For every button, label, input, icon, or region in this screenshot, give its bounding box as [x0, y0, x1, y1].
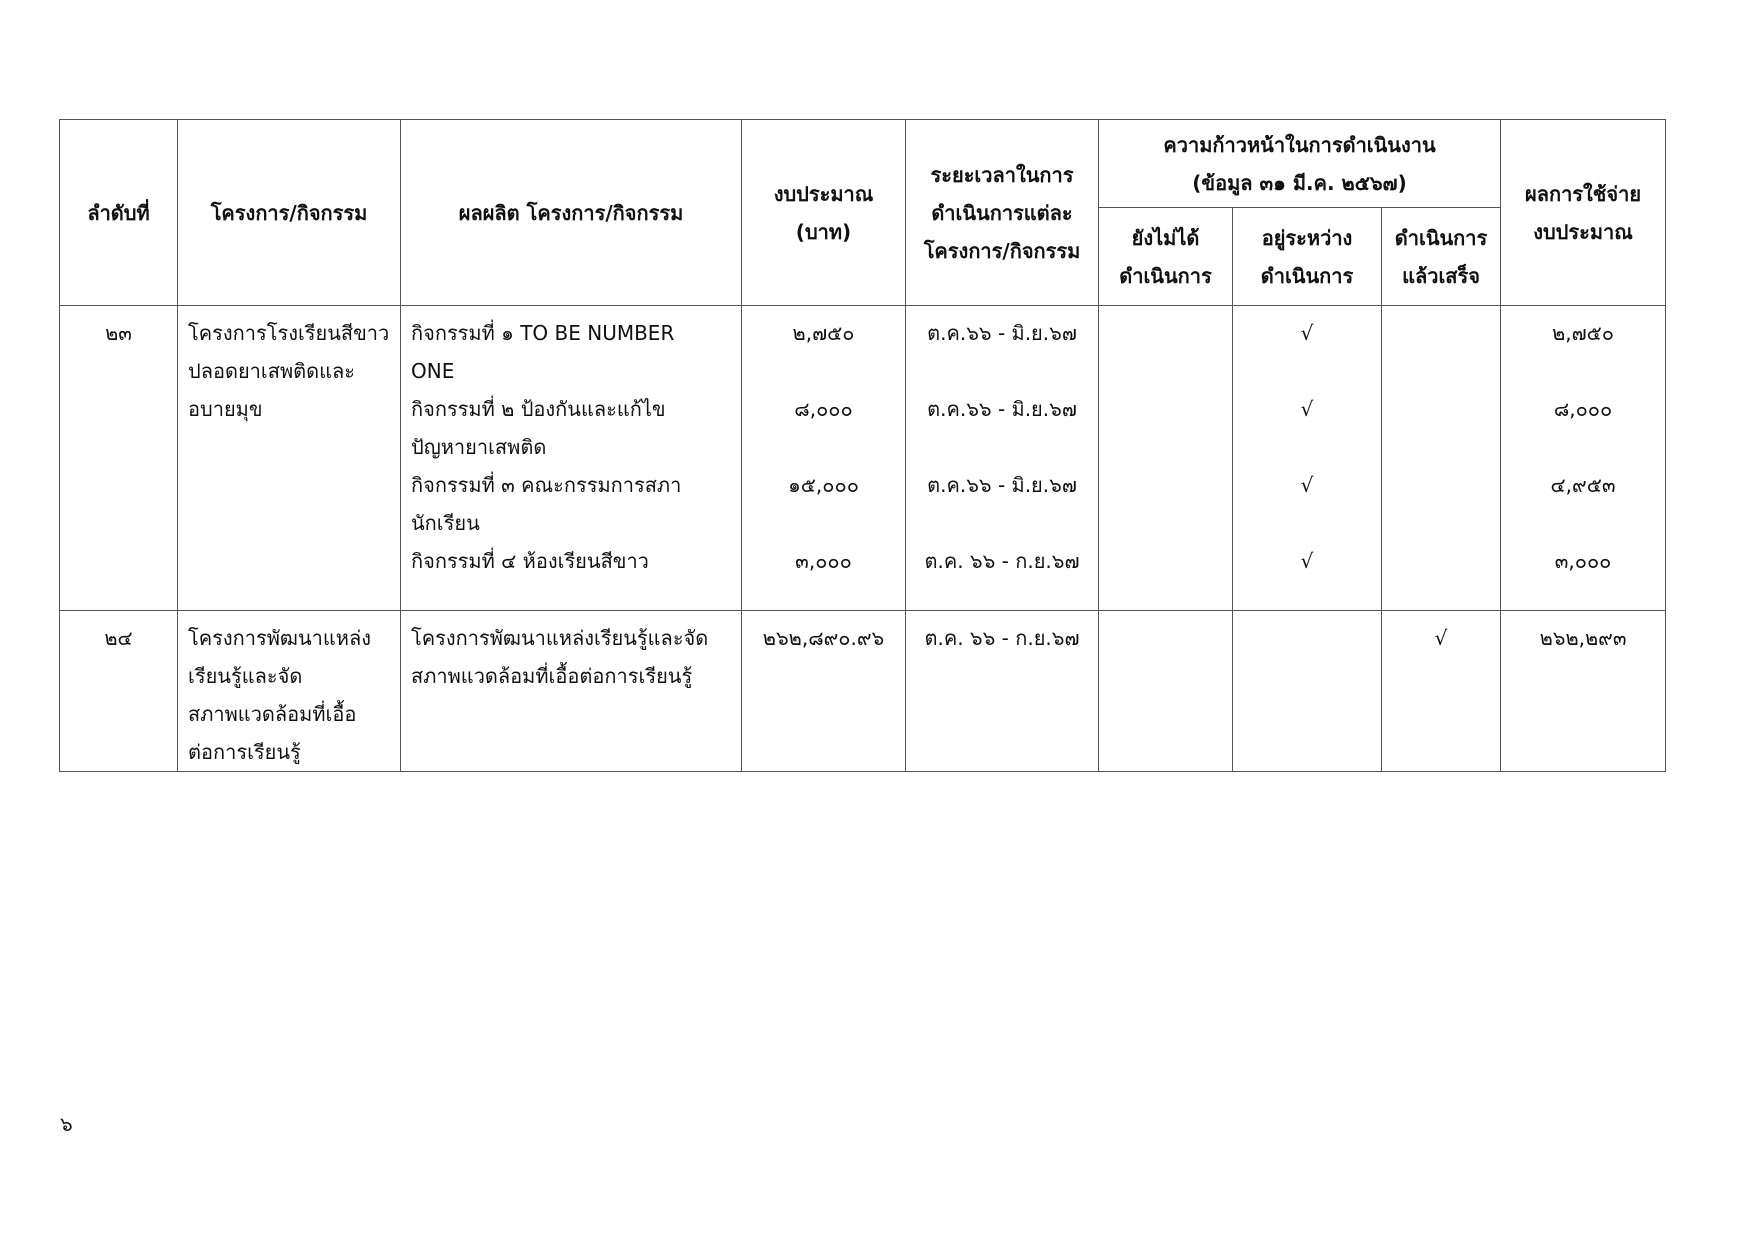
header-progress-line1: ความก้าวหน้าในการดำเนินงาน	[1163, 132, 1436, 157]
output-line: กิจกรรมที่ ๑ TO BE NUMBER	[411, 321, 675, 345]
not-started-cell	[1099, 611, 1233, 772]
output-line: สภาพแวดล้อมที่เอื้อต่อการเรียนรู้	[411, 664, 693, 688]
row-no-cell	[60, 611, 178, 772]
project-cell	[178, 306, 401, 611]
header-progress-line2: (ข้อมูล ๓๑ มี.ค. ๒๕๖๗)	[1192, 170, 1407, 195]
project-line: โครงการโรงเรียนสีขาว	[188, 321, 390, 345]
header-in-progress	[1233, 208, 1382, 306]
budget-cell	[742, 306, 906, 611]
header-spent-line2: งบประมาณ	[1533, 219, 1633, 244]
row-no: ๒๔	[104, 626, 133, 650]
in-progress-check: √	[1300, 549, 1314, 573]
budget-value: ๒,๗๕๐	[792, 321, 855, 345]
header-not-started-line1: ยังไม่ได้	[1131, 225, 1200, 250]
spent-value: ๒๖๒,๒๙๓	[1539, 626, 1627, 650]
done-mark	[1392, 390, 1490, 428]
header-in-progress-line2: ดำเนินการ	[1260, 263, 1354, 288]
not-started-cell	[1099, 306, 1233, 611]
table-row	[60, 306, 1666, 611]
header-no: ลำดับที่	[60, 120, 178, 306]
output-line: กิจกรรมที่ ๔ ห้องเรียนสีขาว	[411, 549, 649, 573]
done-mark	[1392, 542, 1490, 580]
budget-cell	[742, 611, 906, 772]
output-line: ปัญหายาเสพติด	[411, 435, 547, 459]
output-line: นักเรียน	[411, 511, 480, 535]
project-line: โครงการพัฒนาแหล่ง	[188, 626, 371, 650]
table-row	[60, 611, 1666, 772]
header-budget-line1: งบประมาณ	[773, 181, 874, 206]
header-period	[906, 120, 1099, 306]
not-started-mark	[1109, 390, 1222, 428]
done-check: √	[1434, 626, 1448, 650]
page-number: ๖	[60, 1112, 73, 1136]
header-not-started-line2: ดำเนินการ	[1119, 263, 1212, 288]
header-spent	[1501, 120, 1666, 306]
not-started-mark	[1109, 619, 1222, 657]
header-budget-line2: (บาท)	[795, 219, 852, 244]
header-period-line2: ดำเนินการแต่ละ	[931, 200, 1073, 225]
spent-value: ๘,๐๐๐	[1553, 397, 1613, 421]
header-budget	[742, 120, 906, 306]
done-cell	[1382, 306, 1501, 611]
spent-value: ๔,๙๕๓	[1550, 473, 1616, 497]
spent-value: ๓,๐๐๐	[1554, 549, 1612, 573]
header-spent-line1: ผลการใช้จ่าย	[1524, 181, 1642, 206]
header-progress	[1099, 120, 1501, 208]
in-progress-cell	[1233, 306, 1382, 611]
project-progress-table	[59, 119, 1666, 772]
in-progress-check: √	[1300, 473, 1314, 497]
period-cell	[906, 611, 1099, 772]
output-line: ONE	[411, 359, 455, 383]
header-in-progress-line1: อยู่ระหว่าง	[1261, 225, 1353, 250]
table-body	[60, 306, 1666, 772]
header-project: โครงการ/กิจกรรม	[178, 120, 401, 306]
done-cell	[1382, 611, 1501, 772]
output-line: กิจกรรมที่ ๒ ป้องกันและแก้ไข	[411, 397, 666, 421]
spent-value: ๒,๗๕๐	[1552, 321, 1614, 345]
header-done-line1: ดำเนินการ	[1394, 225, 1488, 250]
header-not-started	[1099, 208, 1233, 306]
project-cell	[178, 611, 401, 772]
budget-value: ๓,๐๐๐	[795, 549, 852, 573]
output-line: กิจกรรมที่ ๓ คณะกรรมการสภา	[411, 473, 682, 497]
row-no-cell	[60, 306, 178, 611]
not-started-mark	[1109, 542, 1222, 580]
in-progress-check: √	[1300, 321, 1314, 345]
header-period-line3: โครงการ/กิจกรรม	[923, 238, 1081, 263]
period-value: ต.ค. ๖๖ - ก.ย.๖๗	[924, 626, 1080, 650]
header-output: ผลผลิต โครงการ/กิจกรรม	[401, 120, 742, 306]
done-mark	[1392, 466, 1490, 504]
output-cell	[401, 306, 742, 611]
period-cell	[906, 306, 1099, 611]
in-progress-check	[1243, 619, 1371, 657]
spent-cell	[1501, 306, 1666, 611]
project-line: อบายมุข	[188, 397, 263, 421]
project-line: เรียนรู้และจัด	[188, 664, 303, 688]
output-line: โครงการพัฒนาแหล่งเรียนรู้และจัด	[411, 626, 709, 650]
header-done	[1382, 208, 1501, 306]
in-progress-check: √	[1300, 397, 1314, 421]
not-started-mark	[1109, 466, 1222, 504]
project-line: ปลอดยาเสพติดและ	[188, 359, 355, 383]
project-line: ต่อการเรียนรู้	[188, 740, 301, 764]
in-progress-cell	[1233, 611, 1382, 772]
period-value: ต.ค.๖๖ - มิ.ย.๖๗	[927, 321, 1077, 345]
header-done-line2: แล้วเสร็จ	[1402, 263, 1480, 288]
budget-value: ๘,๐๐๐	[794, 397, 853, 421]
period-value: ต.ค. ๖๖ - ก.ย.๖๗	[924, 549, 1080, 573]
project-line: สภาพแวดล้อมที่เอื้อ	[188, 702, 357, 726]
table-header	[60, 120, 1666, 306]
header-period-line1: ระยะเวลาในการ	[930, 162, 1074, 187]
not-started-mark	[1109, 314, 1222, 352]
output-cell	[401, 611, 742, 772]
row-no: ๒๓	[105, 321, 132, 345]
period-value: ต.ค.๖๖ - มิ.ย.๖๗	[927, 473, 1077, 497]
period-value: ต.ค.๖๖ - มิ.ย.๖๗	[927, 397, 1077, 421]
spent-cell	[1501, 611, 1666, 772]
done-mark	[1392, 314, 1490, 352]
budget-value: ๒๖๒,๘๙๐.๙๖	[762, 626, 885, 650]
budget-value: ๑๕,๐๐๐	[788, 473, 859, 497]
